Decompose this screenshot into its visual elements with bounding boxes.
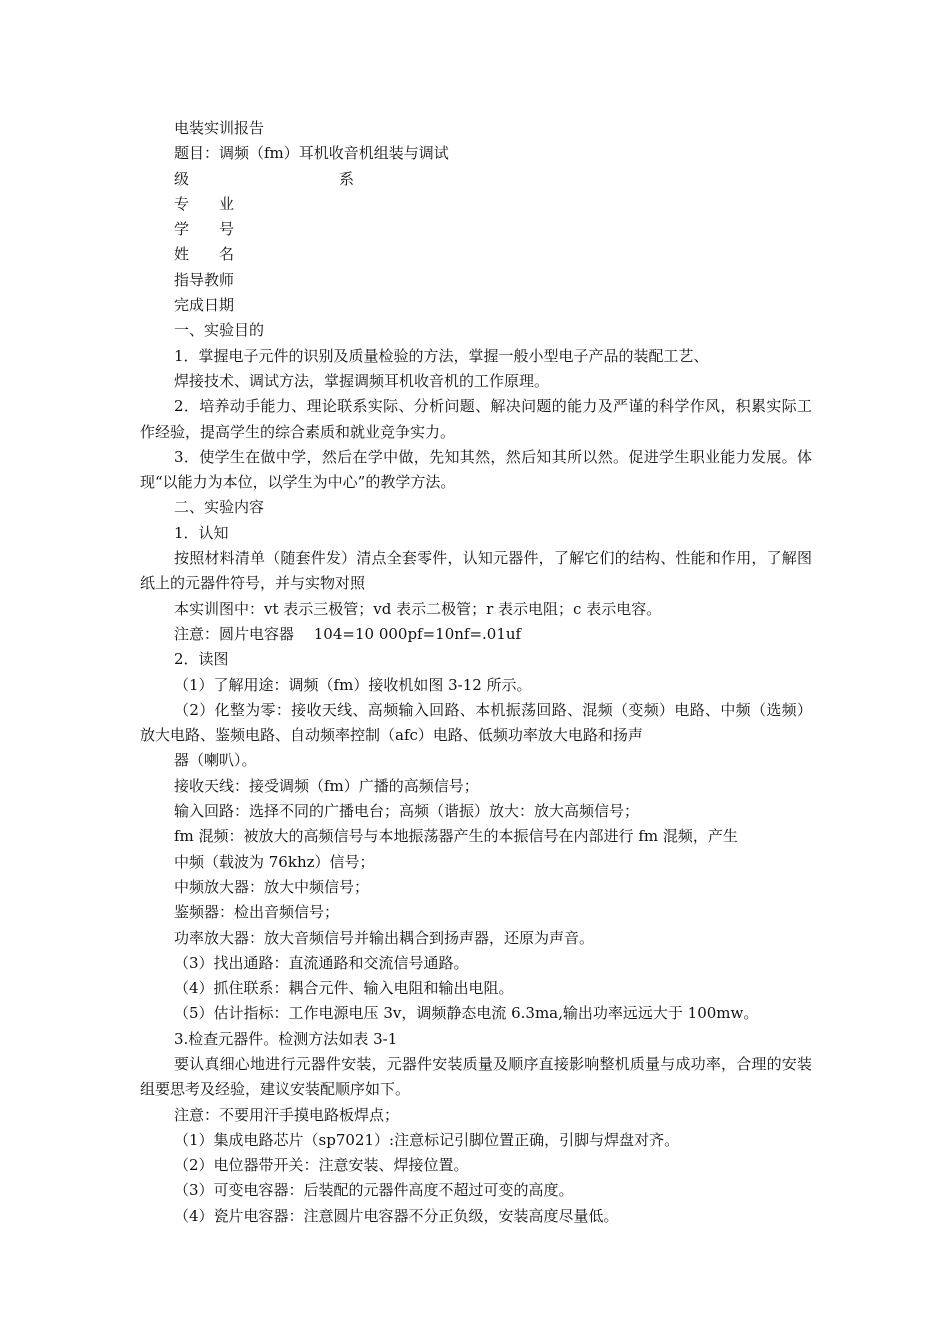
section1-paragraph-1b: 焊接技术、调试方法，掌握调频耳机收音机的工作原理。 — [174, 371, 550, 390]
subsection-2-desc-3a: fm 混频：被放大的高频信号与本地振荡器产生的本振信号在内部进行 fm 混频，产生 — [174, 827, 738, 846]
subsection-2-item-3: （3）找出通路：直流通路和交流信号通路。 — [174, 953, 469, 972]
section1-paragraph-1a: 1．掌握电子元件的识别及质量检验的方法，掌握一般小型电子产品的装配工艺、 — [174, 346, 709, 365]
subsection-1-paragraph-2: 本实训图中：vt 表示三极管；vd 表示二极管；r 表示电阻；c 表示电容。 — [174, 599, 662, 618]
subsection-3-item-1: （1）集成电路芯片（sp7021）:注意标记引脚位置正确，引脚与焊盘对齐。 — [174, 1130, 680, 1149]
subsection-2-desc-2: 输入回路：选择不同的广播电台；高频（谐振）放大：放大高频信号； — [174, 802, 640, 821]
name-label: 姓 名 — [174, 245, 235, 264]
subsection-2-item-4: （4）抓住联系：耦合元件、输入电阻和输出电阻。 — [174, 979, 514, 998]
section2-heading: 二、实验内容 — [174, 498, 265, 517]
subsection-2-item-2: （2）化整为零：接收天线、高频输入回路、本机振荡回路、混频（变频）电路、中频（选频）放大电路、鉴频电路、自动频率控制（afc）电路、低频功率放大电路和扬声 — [140, 700, 812, 745]
student-id-label: 学 号 — [174, 220, 235, 239]
section1-paragraph-3: 3．使学生在做中学，然后在学中做，先知其然，然后知其所以然。促进学生职业能力发展。体现“以能力为本位，以学生为中心”的教学方法。 — [140, 447, 812, 492]
subsection-2-title: 2．读图 — [174, 650, 229, 669]
subsection-2-desc-4: 中频放大器：放大中频信号； — [174, 877, 370, 896]
subsection-2-item-2b: 器（喇叭）。 — [174, 751, 257, 770]
subsection-2-desc-1: 接收天线：接受调频（fm）广播的高频信号； — [174, 776, 479, 795]
subsection-2-desc-6: 功率放大器：放大音频信号并输出耦合到扬声器，还原为声音。 — [174, 928, 595, 947]
subsection-3-paragraph-2: 注意：不要用汗手摸电路板焊点； — [174, 1105, 400, 1124]
document-page — [140, 116, 812, 1229]
class-dept-line — [140, 167, 812, 192]
section1-heading: 一、实验目的 — [174, 321, 265, 340]
report-subject: 题目：调频（fm）耳机收音机组装与调试 — [174, 144, 449, 163]
section1-paragraph-2: 2．培养动手能力、理论联系实际、分析问题、解决问题的能力及严谨的科学作风，积累实际工作经验，提高学生的综合素质和就业竞争实力。 — [140, 397, 812, 441]
subsection-3-item-4: （4）瓷片电容器：注意圆片电容器不分正负级，安装高度尽量低。 — [174, 1206, 619, 1225]
subsection-2-desc-3b: 中频（载波为 76khz）信号； — [174, 852, 375, 871]
date-label: 完成日期 — [174, 296, 235, 315]
class-label: 级 — [174, 169, 190, 188]
subsection-3-paragraph-1: 要认真细心地进行元器件安装，元器件安装质量及顺序直接影响整机质量与成功率，合理的安装组要思考及经验，建议安装配顺序如下。 — [140, 1054, 812, 1099]
subsection-3-item-2: （2）电位器带开关：注意安装、焊接位置。 — [174, 1156, 469, 1175]
subsection-3-title: 3.检查元器件。检测方法如表 3-1 — [174, 1029, 398, 1048]
report-title: 电装实训报告 — [174, 119, 265, 137]
subsection-1-paragraph-3: 注意：圆片电容器 104=10 000pf=10nf=.01uf — [174, 624, 522, 643]
subsection-1-paragraph-1: 按照材料清单（随套件发）清点全套零件，认知元器件，了解它们的结构、性能和作用，了解图纸上的元器件符号，并与实物对照 — [140, 549, 812, 593]
advisor-label: 指导教师 — [174, 270, 235, 289]
major-label: 专 业 — [174, 194, 235, 213]
subsection-1-title: 1．认知 — [174, 523, 229, 542]
dept-label: 系 — [339, 169, 355, 188]
subsection-2-item-5: （5）估计指标：工作电源电压 3v，调频静态电流 6.3ma,输出功率远远大于 100mw。 — [174, 1004, 759, 1023]
subsection-3-item-3: （3）可变电容器：后装配的元器件高度不超过可变的高度。 — [174, 1181, 574, 1200]
subsection-2-item-1: （1）了解用途：调频（fm）接收机如图 3-12 所示。 — [174, 675, 532, 694]
subsection-2-desc-5: 鉴频器：检出音频信号； — [174, 903, 340, 922]
